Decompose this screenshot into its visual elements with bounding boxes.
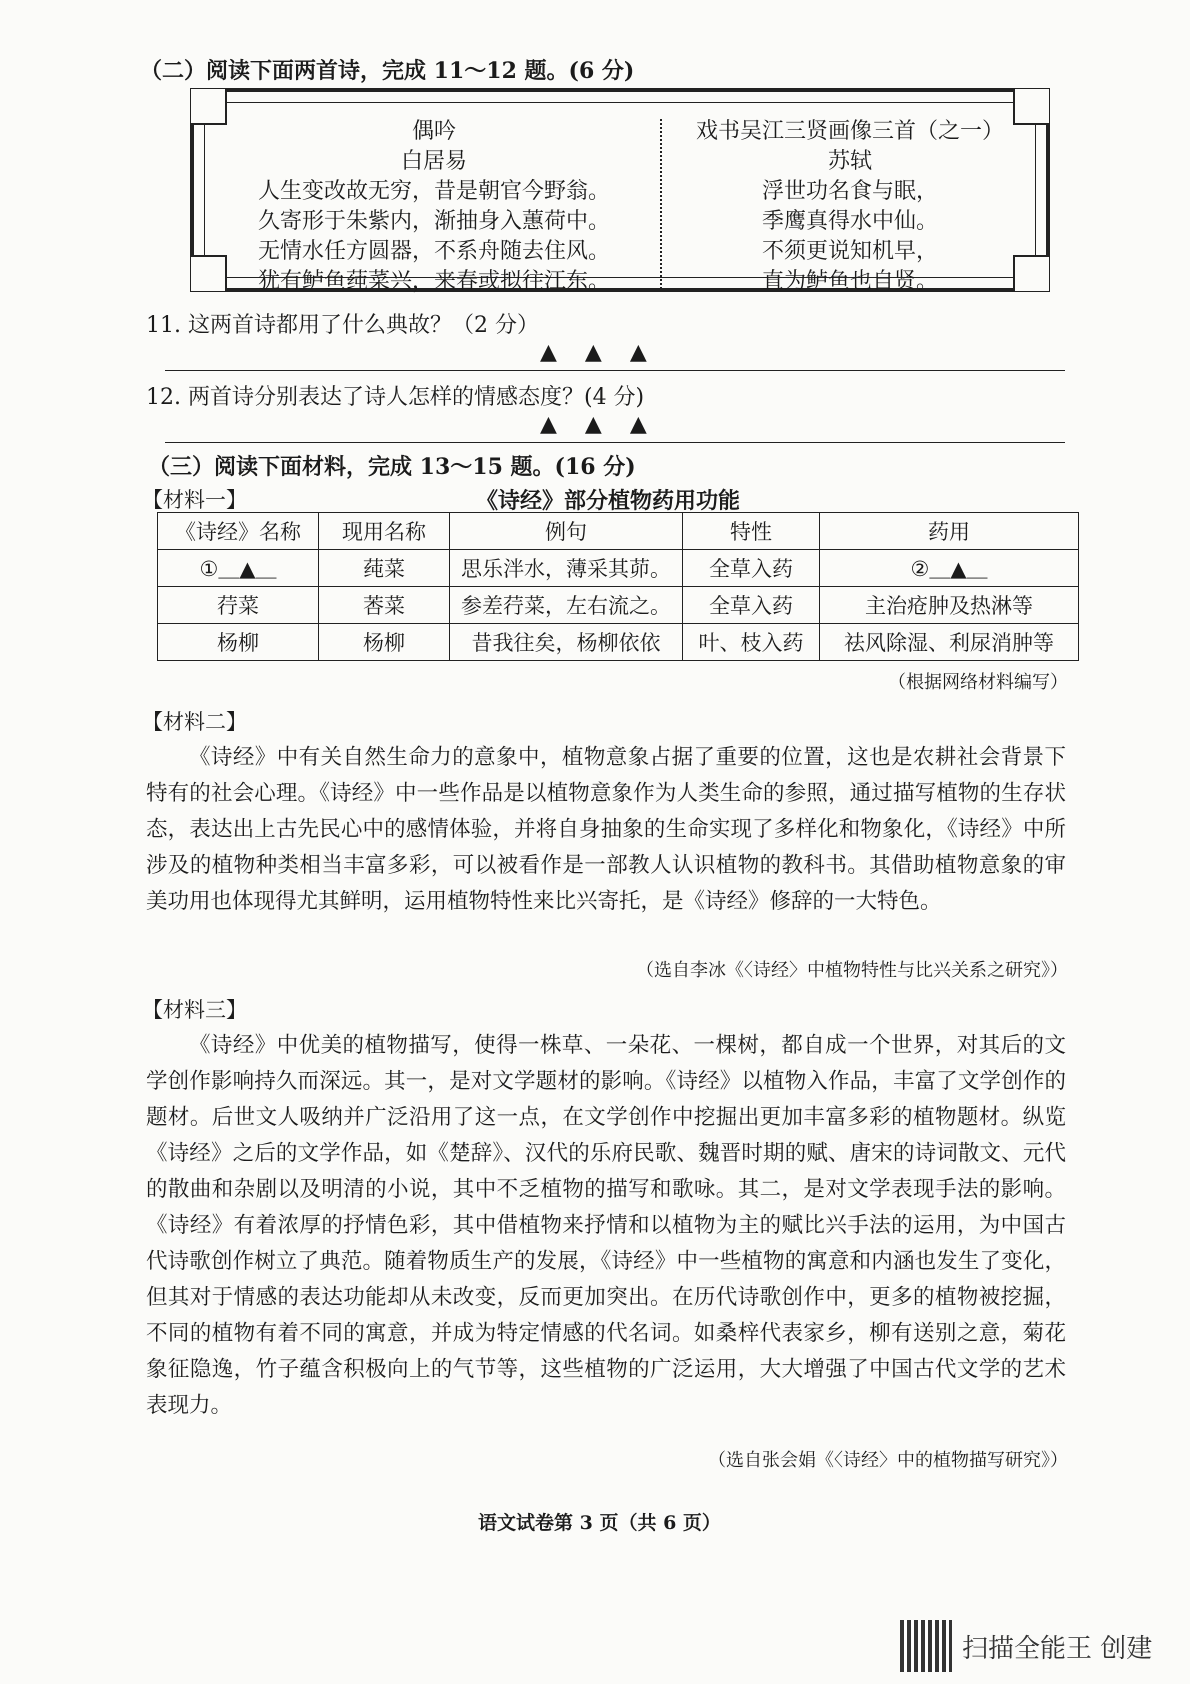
poem-1 [219, 117, 649, 297]
material-2-label: 【材料二】 [142, 710, 247, 734]
table-source: （根据网络材料编写） [888, 672, 1068, 693]
poem-1-line: 无情水任方圆器，不系舟随去住风。 [257, 239, 610, 264]
section2-heading: （二）阅读下面两首诗，完成 11～12 题。(6 分) [140, 58, 635, 84]
table-cell: 全草入药 [683, 550, 820, 587]
poem-frame-inner [204, 102, 1036, 294]
poem-2-line: 季鹰真得水中仙。 [761, 209, 938, 234]
answer-line-11[interactable] [165, 370, 1065, 371]
table-cell-blank-1[interactable]: ①＿▲＿ [158, 550, 319, 587]
table-cell: 参差荇菜，左右流之。 [450, 587, 683, 624]
table-cell: 思乐泮水，薄采其茆。 [450, 550, 683, 587]
table-header: 《诗经》名称 [158, 513, 319, 550]
table-row [158, 624, 1079, 661]
material-3-label: 【材料三】 [142, 998, 247, 1022]
poem-2 [675, 117, 1025, 297]
table-cell: 杨柳 [319, 624, 450, 661]
answer-line-12[interactable] [165, 442, 1065, 443]
question-12: 12. 两首诗分别表达了诗人怎样的情感态度？(4 分) [146, 385, 645, 410]
poem-1-title: 偶吟 [411, 119, 456, 144]
material-3-text: 《诗经》中优美的植物描写，使得一株草、一朵花、一棵树，都自成一个世界，对其后的文学创作影响持久而深远。其一，是对文学题材的影响。《诗经》以植物入作品，丰富了文学创作的题材。后世文人吸纳并广泛沿用了这一点，在文学创作中挖掘出更加丰富多彩的植物题材。纵览《诗经》之后的文学作品，如《楚辞》、汉代的乐府民歌、魏晋时期的赋、唐宋的诗词散文、元代的散曲和杂剧以及明清的小说，其中不乏植物的描写和歌咏。其二，是对文学表现手法的影响。《诗经》有着浓厚的抒情色彩，其中借植物来抒情和以植物为主的赋比兴手法的运用，为中国古代诗歌创作树立了典范。随着物质生产的发展，《诗经》中一些植物的寓意和内涵也发生了变化，但其对于情感的表达功能却从未改变，反而更加突出。在历代诗歌创作中，更多的植物被挖掘，不同的植物有着不同的寓意，并成为特定情感的代名词。如桑梓代表家乡，柳有送别之意，菊花象征隐逸，竹子蕴含积极向上的气节等，这些植物的广泛运用，大大增强了中国古代文学的艺术表现力。 [146, 1033, 1066, 1418]
answer-mark: ▲▲▲ [540, 412, 675, 437]
poem-1-author: 白居易 [400, 149, 467, 174]
table-cell: 叶、枝入药 [683, 624, 820, 661]
poem-frame [190, 88, 1050, 292]
poem-2-line: 浮世功名食与眠， [761, 179, 938, 204]
table-cell: 杨柳 [158, 624, 319, 661]
poem-2-title: 戏书吴江三贤画像三首（之一） [695, 119, 1004, 144]
table-header: 药用 [820, 513, 1079, 550]
poem-2-author: 苏轼 [827, 149, 872, 174]
page-footer: 语文试卷第 3 页（共 6 页） [478, 1512, 721, 1534]
poem-divider [660, 119, 662, 289]
table-header: 例句 [450, 513, 683, 550]
material-1-label: 【材料一】 [142, 488, 247, 512]
table-cell: 莕菜 [319, 587, 450, 624]
table-cell: 全草入药 [683, 587, 820, 624]
poem-2-line: 直为鲈鱼也自贤。 [761, 269, 938, 294]
material-2-source: （选自李冰《〈诗经〉中植物特性与比兴关系之研究》） [636, 960, 1068, 981]
qr-code-icon [900, 1620, 952, 1672]
poem-1-line: 犹有鲈鱼莼菜兴，来春或拟往江东。 [257, 269, 610, 294]
table-header: 现用名称 [319, 513, 450, 550]
scanner-watermark: 扫描全能王 创建 [962, 1634, 1153, 1664]
table-cell-blank-2[interactable]: ②＿▲＿ [820, 550, 1079, 587]
table-cell: 昔我往矣，杨柳依依 [450, 624, 683, 661]
poem-1-line: 久寄形于朱紫内，渐抽身入蕙荷中。 [257, 209, 610, 234]
material-3-source: （选自张会娟《〈诗经〉中的植物描写研究》） [708, 1450, 1068, 1471]
table-header: 特性 [683, 513, 820, 550]
table-cell: 主治疮肿及热淋等 [820, 587, 1079, 624]
poem-1-line: 人生变改故无穷，昔是朝官今野翁。 [257, 179, 610, 204]
table-cell: 莼菜 [319, 550, 450, 587]
section3-heading: （三）阅读下面材料，完成 13～15 题。(16 分) [148, 454, 636, 480]
table-header-row [158, 513, 1079, 550]
table-row [158, 587, 1079, 624]
table-cell: 祛风除湿、利尿消肿等 [820, 624, 1079, 661]
plant-table [157, 512, 1079, 661]
table-title: 《诗经》部分植物药用功能 [476, 488, 741, 514]
poem-2-line: 不须更说知机早， [761, 239, 938, 264]
table-row [158, 550, 1079, 587]
question-11: 11. 这两首诗都用了什么典故？（2 分） [146, 313, 539, 338]
table-cell: 荇菜 [158, 587, 319, 624]
answer-mark: ▲▲▲ [540, 340, 675, 365]
material-2-text: 《诗经》中有关自然生命力的意象中，植物意象占据了重要的位置，这也是农耕社会背景下特有的社会心理。《诗经》中一些作品是以植物意象作为人类生命的参照，通过描写植物的生存状态，表达出上古先民心中的感情体验，并将自身抽象的生命实现了多样化和物象化，《诗经》中所涉及的植物种类相当丰富多彩，可以被看作是一部教人认识植物的教科书。其借助植物意象的审美功用也体现得尤其鲜明，运用植物特性来比兴寄托，是《诗经》修辞的一大特色。 [146, 745, 1066, 914]
